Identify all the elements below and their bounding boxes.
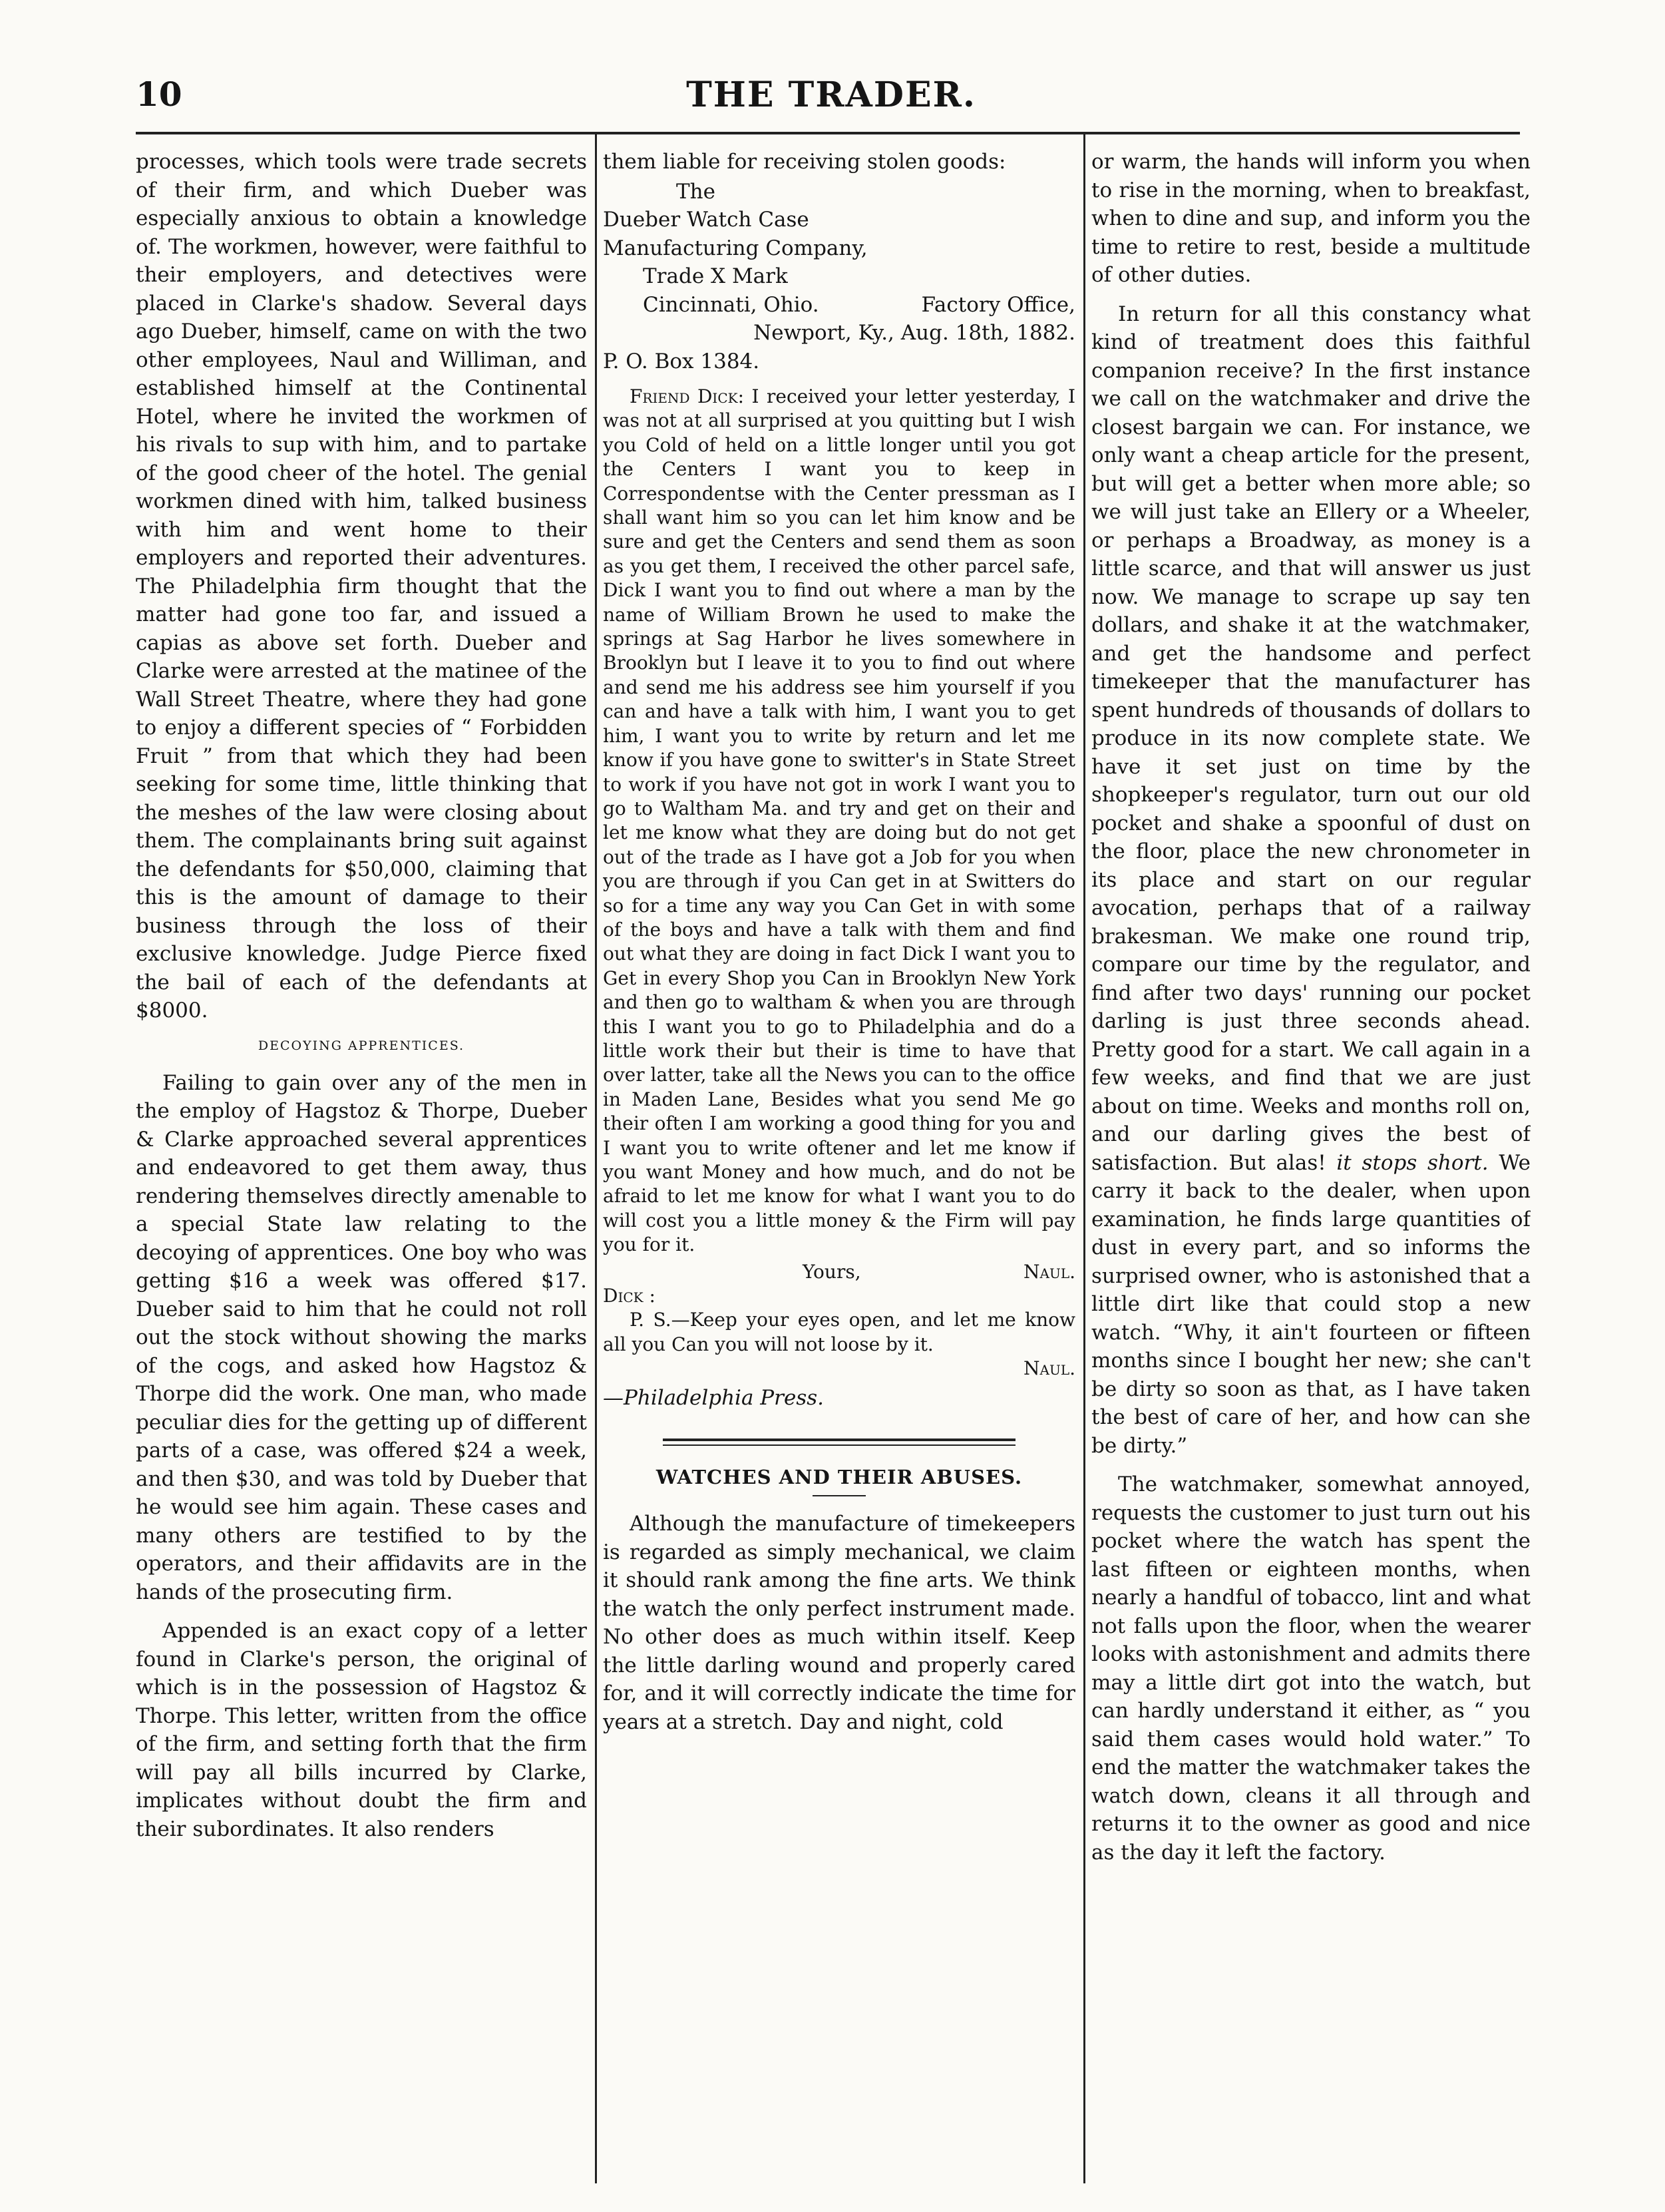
column-1 — [136, 148, 587, 2185]
section-divider — [663, 1438, 1016, 1446]
postscript-signature: Naul. — [1023, 1357, 1075, 1380]
letter-addressee: Dick : — [603, 1285, 655, 1307]
col1-paragraph-1: processes, which tools were trade secrets of their firm, and which Dueber was especially anxious to obtain a knowledge of. The workmen, however, were faithful to their employers, and detectives were placed in Clarke's shadow. Several days ago Dueber, himself, came on with the two other employees, Naul and Williman, and established himself at the Continental Hotel, where he invited the workmen of his rivals to sup with him, and to partake of the good cheer of the hotel. The genial workmen dined with him, talked business with him and went home to their employers and reported their adventures. The Philadelphia firm thought that the matter had gone too far, and issued a capias as above set forth. Dueber and Clarke were arrested at the matinee of the Wall Street Theatre, where they had gone to enjoy a different species of “ Forbidden Fruit ” from that which they had been seeking for some time, little thinking that the meshes of the law were closing about them. The complainants bring suit against the defendants for $50,000, claiming that this is the amount of damage to their business through the loss of their exclusive knowledge. Judge Pierce fixed the bail of each of the defendants at $8000. — [136, 150, 587, 1022]
col1-paragraph-2: Failing to gain over any of the men in the employ of Hagstoz & Thorpe, Dueber & Clarke approached several apprentices and endeavored to get them away, thus rendering themselves directly amenable to a special State law relating to the decoying of apprentices. One boy who was getting $16 a week was offered $17. Dueber said to him that he could not roll out the stock without showing the marks of the cogs, and asked how Hagstoz & Thorpe did the work. One man, who made peculiar dies for the getting up of different parts of a case, was offered $24 a week, and then $30, and was told by Dueber that he would see him again. These cases and many others are testified to by the operators, and their affidavits are in the hands of the prosecuting firm. — [136, 1070, 587, 1604]
letter-content: : I received your letter yesterday, I was not at all surprised at you quitting but I wish you Cold of held on a little longer until you got the Centers I want you to keep in Correspondentse with the Center pressman as I shall want him so you can let him know and be sure and get the Centers and send them as soon as you get them, I received the other parcel safe, Dick I want you to find out where a man by the name of William Brown he used to make the springs at Sag Harbor he lives somewhere in Brooklyn but I leave it to you to find out where and send me his address see him yourself if you can and have a talk with him, I want you to get him, I want you to write by return and let me know if you have gone to switter's in State Street to work if you have not got in work I want you to go to Waltham Ma. and try and get on their and let me know what they are doing but do not get out of the trade as I have got a Job for you when you are through if you Can get in at Switters do so for a time any way you Can Get in with some of the boys and have a talk with them and find out what they are doing in fact Dick I want you to Get in every Shop you Can in Brooklyn New York and then go to waltham & when you are through this I want you to go to Philadelphia and do a little work their but their is time to have that over latter, take all the News you can to the office in Maden Lane, Besides what you send Me go their often I am working a good thing for you and I want you to write oftener and let me know if you want Money and how much, and do not be afraid to let me know for what I want you to do will cost you a little money & the Firm will pay you for it. — [603, 385, 1075, 1256]
col3-paragraph-2-tail: We carry it back to the dealer, when upon examination, he finds large quantities of dust in every part, and so informs the surprised owner, who is astonished that a little dirt like that could stop a new watch. “Why, it ain't fourteen or fifteen months since I bought her new; she can't be dirty so soon as that, as I have taken the best of care of her, and how can she be dirty.” — [1091, 1150, 1531, 1458]
column-2 — [603, 148, 1075, 2185]
title-rule — [813, 1495, 866, 1496]
letter-body — [603, 385, 1075, 1381]
letterhead-line-4: Trade X Mark — [643, 264, 788, 288]
column-divider-1 — [595, 133, 597, 2183]
col3-paragraph-2 — [1091, 300, 1531, 1460]
letterhead-office: Factory Office, — [921, 292, 1075, 317]
source-credit: —Philadelphia Press. — [603, 1385, 824, 1410]
col1-paragraph-3: Appended is an exact copy of a letter found in Clarke's person, the original of which is in the possession of Hagstoz & Thorpe. This letter, written from the office of the firm, and setting forth that the firm will pay all bills incurred by Clarke, implicates without doubt the firm and their subordinates. It also renders — [136, 1619, 587, 1841]
letter-closing — [603, 1260, 1075, 1284]
col2-paragraph-1: them liable for receiving stolen goods: — [603, 150, 1006, 174]
letterhead-line-3: Manufacturing Company, — [603, 236, 868, 260]
page-header — [136, 75, 1527, 128]
article-title: WATCHES AND THEIR ABUSES. — [655, 1466, 1023, 1489]
letterhead-line-2: Dueber Watch Case — [603, 208, 809, 232]
column-3 — [1091, 148, 1531, 2185]
letter-postscript: P. S.—Keep your eyes open, and let me know all you Can you will not loose by it. — [603, 1309, 1075, 1355]
col3-italic-phrase: it stops short. — [1336, 1150, 1489, 1175]
letterhead-line-5 — [603, 291, 1075, 320]
letter-signature: Naul. — [1023, 1260, 1075, 1283]
header-rule — [136, 132, 1520, 134]
page-number: 10 — [136, 75, 182, 114]
letterhead-line-1: The — [676, 179, 715, 204]
letterhead-date: Newport, Ky., Aug. 18th, 1882. — [753, 321, 1075, 345]
col3-paragraph-1: or warm, the hands will inform you when to rise in the morning, when to breakfast, when to dine and sup, and inform you the time to retire to rest, beside a multitude of other duties. — [1091, 150, 1531, 287]
letter-text — [603, 385, 1075, 1257]
masthead-title: THE TRADER. — [686, 75, 976, 115]
letter-salutation: Friend Dick — [630, 385, 738, 407]
col3-paragraph-3: The watchmaker, somewhat annoyed, requests the customer to just turn out his pocket where the watch has spent the last fifteen or eighteen months, when nearly a handful of tobacco, lint and what not falls upon the floor, when the wearer looks with astonishment and admits there may a little dirt got into the watch, but can hardly understand it either, as “ you said them cases would hold water.” To end the matter the watchmaker takes the watch down, cleans it all through and returns it to the owner as good and nice as the day it left the factory. — [1091, 1472, 1531, 1865]
col3-paragraph-2-text: In return for all this constancy what kind of treatment does this faithful companion receive? In the first instance we call on the watchmaker and drive the closest bargain we can. For instance, we only want a cheap article for the present, but will get a better when more able; so we will just take an Ellery or a Wheeler, or perhaps a Broadway, as money is a little scarce, and that will answer us just now. We manage to scrape up say ten dollars, and shake it at the watchmaker, and get the handsome and perfect timekeeper that the manufacturer has spent hundreds of thousands of dollars to produce in its now complete state. We have it set just on time by the shopkeeper's regulator, turn out our old pocket and shake a spoonful of dust on the floor, place the new chronometer in its place and start on our regular avocation, perhaps that of a railway brakesman. We make one round trip, compare our time by the regulator, and find after two days' running our pocket darling is just three seconds ahead. Pretty good for a start. We call again in a few weeks, and find that we are just about on time. Weeks and months roll on, and our darling gives the best of satisfaction. But alas! — [1091, 302, 1531, 1175]
letterhead-city: Cincinnati, Ohio. — [643, 292, 819, 317]
letter-yours: Yours, — [803, 1260, 861, 1283]
letterhead-po-box: P. O. Box 1384. — [603, 349, 760, 373]
column-divider-2 — [1083, 133, 1085, 2183]
col2-paragraph-2: Although the manufacture of timekeepers is regarded as simply mechanical, we claim it should rank among the fine arts. We think the watch the only perfect instrument made. No other does as much within itself. Keep the little darling wound and properly cared for, and it will correctly indicate the time for years at a stretch. Day and night, cold — [603, 1512, 1075, 1734]
subheading-decoying-apprentices: DECOYING APPRENTICES. — [258, 1038, 465, 1053]
